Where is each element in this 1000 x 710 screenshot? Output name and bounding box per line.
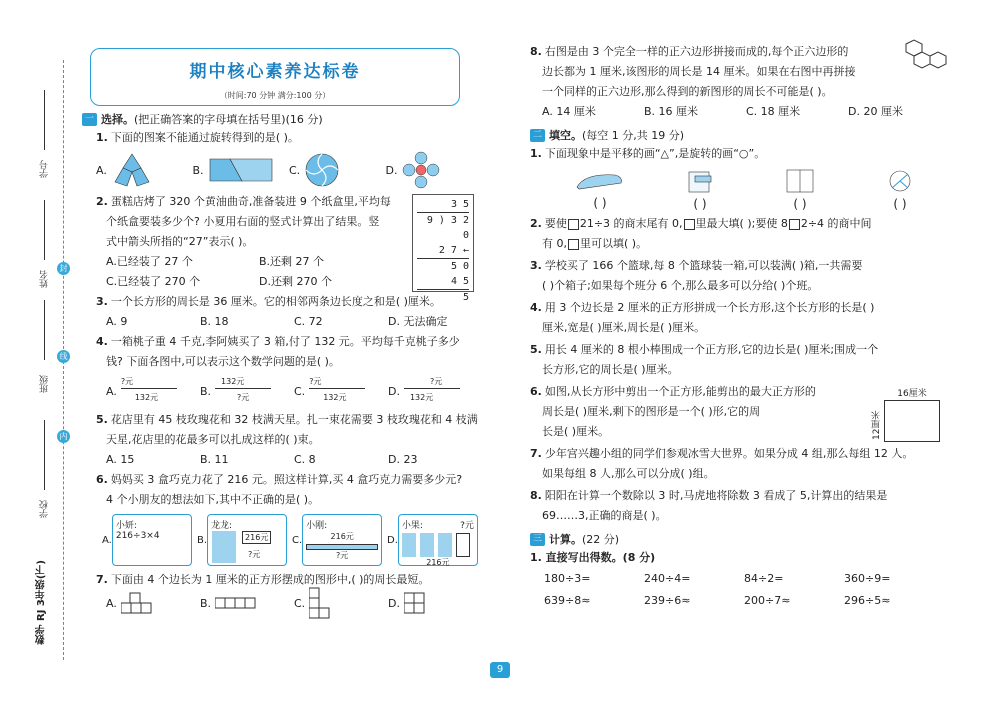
section-choice <box>82 110 482 128</box>
blank-line <box>44 200 45 260</box>
q3-option-b[interactable]: B. 18 <box>200 315 229 328</box>
q2-option-d[interactable]: D.还剩 270 个 <box>259 275 332 288</box>
q7-option-a[interactable]: A. <box>106 592 200 614</box>
section-note: (把正确答案的字母填在括号里)(16 分) <box>134 113 323 126</box>
left-column: 期中核心素养达标卷 （时间:70 分钟 满分:100 分） 一 选择。 (把正确答案的字母填在括号里)(16 分) 1. 下面的图案不能通过旋转得到的是( )。 A. B. C. D. 2. 蛋糕店烤了 320 个黄油曲奇,准备装进 9 个纸盒里,平均每 个纸盒要装多少个? 小夏用右面的竖式计算出了结果。竖 式中箭头所指的“27”表示( )。 A.已经装了 27 个 B.还剩 27 个 C.已经装了 270 个 D.还剩 270 个 3 5 9 ) 3 2 0 2 7 ← 5 0 4 5 5 3. 一个长方形的周长是 36 厘米。它的相邻两条边长度之和是( )厘米。 A. 9 B. 18 C. 72 D. 无法确定 4. 一箱桃子重 4 千克,李阿姨买了 3 箱,付了 132 元。平均每千克桃子多少 钱? 下面各图中,可以表示这个数学问题的是( )。 A. ?元 132元 B. 132元 ?元 C. ?元 132元 D. ?元 132元 5. 花店里有 45 枝玫瑰花和 32 枝满天星。扎一束花需要 3 枝玫瑰花和 4 枝满 天星,花店里的花最多可以扎成这样的( )束。 A. 15 B. 11 C. 8 D. 23 6. 妈妈买 3 盒巧克力花了 216 元。照这样计算,买 4 盒巧克力需要多少元? 4 个小朋友的想法如下,其中不正确的是( )。 A. 小妍: 216÷3×4 B. 龙龙: 216元 ?元 C. 小刚: 216元 ?元 D. 小果: ?元 216元 7. 下面由 4 个边长为 1 厘米的正方形摆成的图形中,( )的周长最短。 A. B. C. D. <box>82 48 482 616</box>
q2-option-c[interactable]: C.已经装了 270 个 <box>106 275 201 288</box>
strip-mark: 封 <box>57 262 70 275</box>
q7-option-c[interactable]: C. <box>294 587 388 619</box>
section-calc <box>530 530 950 548</box>
rectangle-figure <box>884 400 940 442</box>
q2-option-a[interactable]: A.已经装了 27 个 <box>106 255 193 268</box>
q8-option-b[interactable]: B. 16 厘米 <box>644 105 699 118</box>
question-8: 8. 右图是由 3 个完全一样的正六边形拼接而成的,每个正六边形的 边长都为 1 厘米,该图形的周长是 14 厘米。如果在右图中再拼接 一个同样的正六边形,那么得到的新图形的周长不可能是( )。 A. 14 厘米 B. 16 厘米 C. 18 厘米 D. 20 厘米 <box>530 42 950 122</box>
q1-option-c[interactable]: C. <box>289 152 386 188</box>
title-box <box>90 48 460 106</box>
binding-strip <box>0 0 80 710</box>
question-3: 3. 一个长方形的周长是 36 厘米。它的相邻两条边长度之和是( )厘米。 <box>96 295 441 308</box>
tetromino-square-icon <box>404 592 428 614</box>
q6-option-a[interactable]: A. 小妍: 216÷3×4 <box>102 514 197 566</box>
swirl-circle-icon <box>304 152 340 188</box>
calc-grid <box>530 568 950 612</box>
label-class: 班级 <box>40 375 50 393</box>
q1-option-d[interactable]: D. <box>386 150 483 190</box>
strip-mark: 线 <box>57 350 70 363</box>
question-5: 5. 花店里有 45 枝玫瑰花和 32 枝满天星。扎一束花需要 3 枝玫瑰花和 4 枝满 <box>96 413 478 426</box>
q7-option-d[interactable]: D. <box>388 592 482 614</box>
section-title: 计算。 <box>549 533 582 546</box>
calc-item[interactable]: 239÷6≈ <box>644 594 691 607</box>
fill-question-6: 6. 如图,从长方形中剪出一个正方形,能剪出的最大正方形的 周长是( )厘米,剩下的图形是一个( )形,它的周 长是( )厘米。 16厘米 12厘米 <box>530 382 950 442</box>
q2-option-b[interactable]: B.还剩 27 个 <box>259 255 325 268</box>
q8-option-d[interactable]: D. 20 厘米 <box>848 105 903 118</box>
q4-option-a[interactable]: A. ?元 132元 <box>106 376 200 406</box>
fill-question-8: 8. 阳阳在计算一个数除以 3 时,马虎地将除数 3 看成了 5,计算出的结果是 <box>530 489 888 502</box>
strip-mark: 内 <box>57 430 70 443</box>
tetromino-line-icon <box>215 592 259 614</box>
q3-option-a[interactable]: A. 9 <box>106 315 128 328</box>
blank-line <box>44 420 45 490</box>
fill-question-3: 3. 学校买了 166 个篮球,每 8 个篮球装一箱,可以装满( )箱,一共需要 <box>530 259 863 272</box>
fill-question-7: 7. 少年宫兴趣小组的同学们参观冰雪大世界。如果分成 4 组,那么每组 12 人。 <box>530 447 914 460</box>
label-school: 学校 <box>40 500 50 518</box>
q6-option-c[interactable]: C. 小刚: 216元 ?元 <box>292 514 387 566</box>
rect-height-label: 12厘米 <box>872 410 882 440</box>
calc-item[interactable]: 180÷3= <box>544 572 591 585</box>
q5-option-a[interactable]: A. 15 <box>106 453 135 466</box>
q1-options <box>82 148 482 192</box>
q6-option-d[interactable]: D. 小果: ?元 216元 <box>387 514 482 566</box>
q5-options <box>82 450 482 470</box>
section-title: 填空。 <box>549 129 582 142</box>
drawer-icon <box>685 168 715 194</box>
fill-1-pictures <box>530 164 950 214</box>
answer-paren[interactable]: ( ) <box>793 196 807 211</box>
section-note: (每空 1 分,共 19 分) <box>582 129 685 142</box>
question-6: 6. 妈妈买 3 盒巧克力花了 216 元。照这样计算,买 4 盒巧克力需要多少元? <box>96 473 463 486</box>
section-number: 一 <box>82 113 97 126</box>
q2-options <box>82 252 412 272</box>
q4-option-c[interactable]: C. ?元 132元 <box>294 376 388 406</box>
fan-icon <box>882 168 918 194</box>
fill-question-4: 4. 用 3 个边长是 2 厘米的正方形拼成一个长方形,这个长方形的长是( ) <box>530 301 875 314</box>
calc-question-1: 1. 直接写出得数。(8 分) <box>530 551 656 564</box>
calc-item[interactable]: 200÷7≈ <box>744 594 791 607</box>
question-2: 2. 蛋糕店烤了 320 个黄油曲奇,准备装进 9 个纸盒里,平均每 个纸盒要装多少个? 小夏用右面的竖式计算出了结果。竖 式中箭头所指的“27”表示( )。 A.已经装了 27 个 B.还剩 27 个 C.已经装了 270 个 D.还剩 270 个 3 5 9 ) 3 2 0 2 7 ← 5 0 4 5 5 <box>82 192 482 292</box>
q5-option-d[interactable]: D. 23 <box>388 453 418 466</box>
answer-paren[interactable]: ( ) <box>893 196 907 211</box>
section-fill <box>530 126 950 144</box>
grade-label: 数学 RJ 3年级(下) <box>36 560 47 645</box>
train-icon <box>575 169 625 193</box>
q6-option-b[interactable]: B. 龙龙: 216元 ?元 <box>197 514 292 566</box>
fill-question-1: 1. 下面现象中是平移的画“△”,是旋转的画“○”。 <box>530 147 766 160</box>
q8-options <box>530 102 950 122</box>
q6-options <box>82 510 482 570</box>
flower-pattern-icon <box>401 150 441 190</box>
window-icon <box>785 168 815 194</box>
hexagon-figure-icon <box>898 38 952 82</box>
calc-item[interactable]: 240÷4= <box>644 572 691 585</box>
q4-options <box>82 372 482 410</box>
kite-pattern-icon <box>111 152 153 188</box>
q1-option-b[interactable]: B. <box>193 157 290 183</box>
label-name: 姓名 <box>40 270 50 288</box>
fill-question-2: 2. 要使 21÷3 的商末尾有 0, 里最大填( );要使 8 2÷4 的商中间 <box>530 217 872 230</box>
calc-item[interactable]: 639÷8≈ <box>544 594 591 607</box>
calc-item[interactable]: 360÷9= <box>844 572 891 585</box>
section-note: (22 分) <box>582 533 620 546</box>
q7-option-b[interactable]: B. <box>200 592 294 614</box>
tetromino-l-icon <box>309 587 339 619</box>
q4-option-d[interactable]: D. ?元 132元 <box>388 376 482 406</box>
q3-option-c[interactable]: C. 72 <box>294 315 323 328</box>
question-1: 1. 下面的图案不能通过旋转得到的是( )。 <box>96 131 299 144</box>
question-4: 4. 一箱桃子重 4 千克,李阿姨买了 3 箱,付了 132 元。平均每千克桃子多少 <box>96 335 460 348</box>
q5-option-c[interactable]: C. 8 <box>294 453 316 466</box>
right-column: 8. 右图是由 3 个完全一样的正六边形拼接而成的,每个正六边形的 边长都为 1 厘米,该图形的周长是 14 厘米。如果在右图中再拼接 一个同样的正六边形,那么得到的新图形的周长不可能是( )。 A. 14 厘米 B. 16 厘米 C. 18 厘米 D. 20 厘米 二 填空。 (每空 1 分,共 19 分) 1. 下面现象中是平移的画“△”,是旋转的画“○”。 ( ) ( ) ( ) ( ) 2. 要使 21÷3 的商末尾有 0, 里最大填( );要使 8 2÷4 的商中间 有 0, 里可以填( )。 3. 学校买了 166 个篮球,每 8 个篮球装一箱,可以装满( )箱,一共需要 ( )个箱子;如果每个班分 6 个,那么最多可以分给( )个班。 4. 用 3 个边长是 2 厘米的正方形拼成一个长方形,这个长方形的长是( ) 厘米,宽是( )厘米,周长是( )厘米。 5. 用长 4 厘米的 8 根小棒围成一个正方形,它的边长是( )厘米;围成一个 长方形,它的周长是( )厘米。 6. 如图,从长方形中剪出一个正方形,能剪出的最大正方形的 周长是( )厘米,剩下的图形是一个( )形,它的周 长是( )厘米。 16厘米 12厘米 7. 少年宫兴趣小组的同学们参观冰雪大世界。如果分成 4 组,那么每组 12 人。 如果每组 8 人,那么可以分成( )组。 8. 阳阳在计算一个数除以 3 时,马虎地将除数 3 看成了 5,计算出的结果是 69……3,正确的商是( )。 三 计算。 (22 分) 1. 直接写出得数。(8 分) 180÷3= 240÷4= 84÷2= 360÷9= 639÷8≈ 239÷6≈ 200÷7≈ 296÷5≈ <box>530 48 950 612</box>
blank-line <box>44 90 45 150</box>
q7-options <box>82 590 482 616</box>
answer-paren[interactable]: ( ) <box>593 195 607 210</box>
q3-options <box>82 312 482 332</box>
section-title: 选择。 <box>101 113 134 126</box>
answer-paren[interactable]: ( ) <box>693 196 707 211</box>
page-title: 期中核心素养达标卷 <box>189 62 361 82</box>
q8-option-a[interactable]: A. 14 厘米 <box>542 105 596 118</box>
rect-width-label: 16厘米 <box>897 389 927 399</box>
long-division-box: 3 5 9 ) 3 2 0 2 7 ← 5 0 4 5 5 <box>412 194 474 292</box>
q1-option-a[interactable]: A. <box>96 152 193 188</box>
label-student-number: 学号 <box>40 160 50 178</box>
q8-option-c[interactable]: C. 18 厘米 <box>746 105 801 118</box>
calc-item[interactable]: 296÷5≈ <box>844 594 891 607</box>
exam-meta: （时间:70 分钟 满分:100 分） <box>219 91 331 100</box>
parallelogram-pattern-icon <box>208 157 274 183</box>
section-number: 三 <box>530 533 545 546</box>
page-number: 9 <box>490 662 510 678</box>
fill-question-5: 5. 用长 4 厘米的 8 根小棒围成一个正方形,它的边长是( )厘米;围成一个 <box>530 343 879 356</box>
question-7: 7. 下面由 4 个边长为 1 厘米的正方形摆成的图形中,( )的周长最短。 <box>96 573 430 586</box>
q4-option-b[interactable]: B. 132元 ?元 <box>200 376 294 406</box>
q5-option-b[interactable]: B. 11 <box>200 453 229 466</box>
blank-line <box>44 300 45 360</box>
q3-option-d[interactable]: D. 无法确定 <box>388 315 448 328</box>
section-number: 二 <box>530 129 545 142</box>
tetromino-t-icon <box>121 592 161 614</box>
calc-item[interactable]: 84÷2= <box>744 572 784 585</box>
